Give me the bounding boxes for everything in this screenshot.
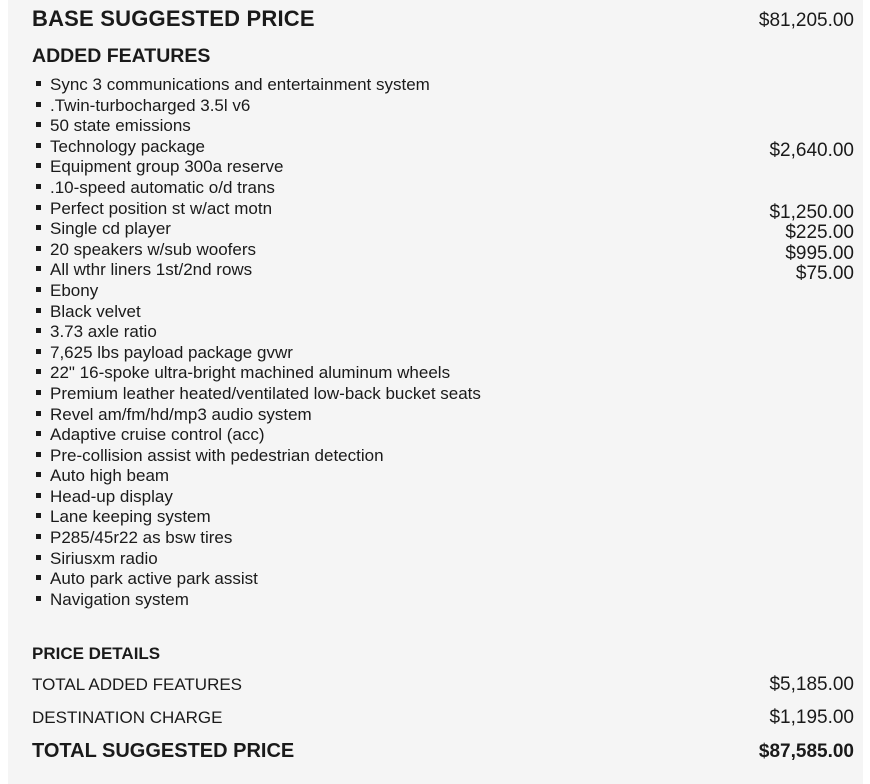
added-features-heading: ADDED FEATURES bbox=[32, 45, 211, 67]
feature-item bbox=[32, 96, 854, 117]
square-bullet-icon bbox=[36, 184, 41, 189]
feature-item bbox=[32, 136, 854, 161]
feature-item-left bbox=[32, 137, 205, 158]
feature-item bbox=[32, 322, 854, 343]
feature-item-left bbox=[32, 384, 481, 405]
feature-item-left bbox=[32, 322, 157, 343]
price-summary-panel bbox=[8, 0, 863, 784]
feature-name: Ebony bbox=[50, 280, 99, 300]
feature-item-left bbox=[32, 487, 173, 508]
feature-name: 3.73 axle ratio bbox=[50, 322, 157, 342]
feature-item bbox=[32, 281, 854, 302]
total-suggested-price-label: TOTAL SUGGESTED PRICE bbox=[32, 740, 295, 762]
feature-item-left bbox=[32, 425, 264, 446]
square-bullet-icon bbox=[36, 513, 41, 518]
feature-name: 50 state emissions bbox=[50, 116, 191, 136]
feature-list bbox=[32, 75, 854, 610]
feature-name: 22" 16-spoke ultra-bright machined aluminum wheels bbox=[50, 363, 451, 383]
base-price-value: $81,205.00 bbox=[758, 10, 854, 31]
feature-item bbox=[32, 549, 854, 570]
feature-item-left bbox=[32, 343, 293, 364]
base-price-label: BASE SUGGESTED PRICE bbox=[32, 6, 315, 31]
feature-price: $995.00 bbox=[785, 242, 854, 264]
feature-name: .10-speed automatic o/d trans bbox=[50, 177, 275, 197]
feature-item-left bbox=[32, 178, 275, 199]
total-added-features-label: TOTAL ADDED FEATURES bbox=[32, 675, 243, 694]
feature-item bbox=[32, 219, 854, 244]
feature-item bbox=[32, 446, 854, 467]
square-bullet-icon bbox=[36, 287, 41, 292]
feature-item bbox=[32, 466, 854, 487]
feature-item-left bbox=[32, 528, 232, 549]
feature-price: $2,640.00 bbox=[769, 139, 854, 161]
feature-item bbox=[32, 75, 854, 96]
feature-item bbox=[32, 405, 854, 426]
feature-item bbox=[32, 239, 854, 264]
feature-name: Revel am/fm/hd/mp3 audio system bbox=[50, 404, 312, 424]
feature-name: Technology package bbox=[50, 136, 206, 156]
square-bullet-icon bbox=[36, 266, 41, 271]
base-price-row bbox=[32, 6, 854, 32]
feature-name: Pre-collision assist with pedestrian detection bbox=[50, 445, 384, 465]
feature-name: Auto park active park assist bbox=[50, 569, 258, 589]
feature-name: Single cd player bbox=[50, 219, 171, 239]
square-bullet-icon bbox=[36, 225, 41, 230]
feature-item-left bbox=[32, 96, 250, 117]
feature-name: Sync 3 communications and entertainment system bbox=[50, 75, 430, 94]
feature-item-left bbox=[32, 199, 272, 220]
feature-name: Equipment group 300a reserve bbox=[50, 157, 284, 177]
feature-name: Head-up display bbox=[50, 486, 173, 506]
feature-name: 20 speakers w/sub woofers bbox=[50, 239, 256, 259]
square-bullet-icon bbox=[36, 390, 41, 395]
feature-price: $225.00 bbox=[785, 222, 854, 244]
feature-item bbox=[32, 302, 854, 323]
feature-item-left bbox=[32, 240, 256, 261]
square-bullet-icon bbox=[36, 493, 41, 498]
feature-item-left bbox=[32, 363, 450, 384]
square-bullet-icon bbox=[36, 369, 41, 374]
feature-item-left bbox=[32, 116, 191, 137]
feature-item bbox=[32, 528, 854, 549]
feature-item-left bbox=[32, 75, 430, 96]
square-bullet-icon bbox=[36, 122, 41, 127]
square-bullet-icon bbox=[36, 534, 41, 539]
square-bullet-icon bbox=[36, 102, 41, 107]
feature-item bbox=[32, 178, 854, 199]
square-bullet-icon bbox=[36, 575, 41, 580]
square-bullet-icon bbox=[36, 596, 41, 601]
feature-item bbox=[32, 507, 854, 528]
feature-name: 7,625 lbs payload package gvwr bbox=[50, 342, 293, 362]
feature-item-left bbox=[32, 446, 384, 467]
feature-item bbox=[32, 425, 854, 446]
total-suggested-price-value: $87,585.00 bbox=[758, 741, 854, 762]
feature-name: All wthr liners 1st/2nd rows bbox=[50, 260, 253, 280]
destination-charge-label: DESTINATION CHARGE bbox=[32, 708, 223, 727]
feature-name: Black velvet bbox=[50, 301, 141, 321]
square-bullet-icon bbox=[36, 452, 41, 457]
feature-item-left bbox=[32, 281, 98, 302]
feature-name: .Twin-turbocharged 3.5l v6 bbox=[50, 95, 251, 115]
square-bullet-icon bbox=[36, 81, 41, 86]
square-bullet-icon bbox=[36, 431, 41, 436]
feature-item-left bbox=[32, 590, 189, 611]
feature-item bbox=[32, 569, 854, 590]
feature-name: Auto high beam bbox=[50, 466, 170, 486]
feature-name: Perfect position st w/act motn bbox=[50, 198, 273, 218]
square-bullet-icon bbox=[36, 472, 41, 477]
price-details-heading: PRICE DETAILS bbox=[32, 644, 161, 663]
feature-item bbox=[32, 590, 854, 611]
total-suggested-price-row bbox=[32, 740, 854, 763]
feature-item bbox=[32, 487, 854, 508]
square-bullet-icon bbox=[36, 411, 41, 416]
feature-item bbox=[32, 363, 854, 384]
destination-charge-row bbox=[32, 707, 854, 729]
feature-price: $1,250.00 bbox=[769, 201, 854, 223]
feature-item-left bbox=[32, 157, 283, 178]
square-bullet-icon bbox=[36, 349, 41, 354]
total-added-features-value: $5,185.00 bbox=[769, 674, 854, 695]
feature-item-left bbox=[32, 260, 252, 281]
total-added-features-row bbox=[32, 674, 854, 696]
square-bullet-icon bbox=[36, 308, 41, 313]
feature-item bbox=[32, 260, 854, 285]
feature-item bbox=[32, 343, 854, 364]
feature-item bbox=[32, 198, 854, 223]
feature-price: $75.00 bbox=[795, 263, 854, 285]
feature-item bbox=[32, 157, 854, 178]
feature-item-left bbox=[32, 405, 312, 426]
feature-name: Adaptive cruise control (acc) bbox=[50, 425, 265, 445]
square-bullet-icon bbox=[36, 163, 41, 168]
feature-name: Navigation system bbox=[50, 589, 189, 609]
feature-item-left bbox=[32, 466, 169, 487]
square-bullet-icon bbox=[36, 555, 41, 560]
feature-item bbox=[32, 116, 854, 137]
feature-item bbox=[32, 384, 854, 405]
square-bullet-icon bbox=[36, 205, 41, 210]
feature-item-left bbox=[32, 549, 158, 570]
feature-item-left bbox=[32, 302, 141, 323]
feature-name: Lane keeping system bbox=[50, 507, 211, 527]
feature-item-left bbox=[32, 219, 171, 240]
feature-name: P285/45r22 as bsw tires bbox=[50, 528, 233, 548]
feature-item-left bbox=[32, 569, 258, 590]
square-bullet-icon bbox=[36, 143, 41, 148]
square-bullet-icon bbox=[36, 328, 41, 333]
feature-name: Premium leather heated/ventilated low-back bucket seats bbox=[50, 383, 481, 403]
square-bullet-icon bbox=[36, 246, 41, 251]
feature-name: Siriusxm radio bbox=[50, 548, 158, 568]
destination-charge-value: $1,195.00 bbox=[769, 707, 854, 728]
feature-item-left bbox=[32, 507, 211, 528]
